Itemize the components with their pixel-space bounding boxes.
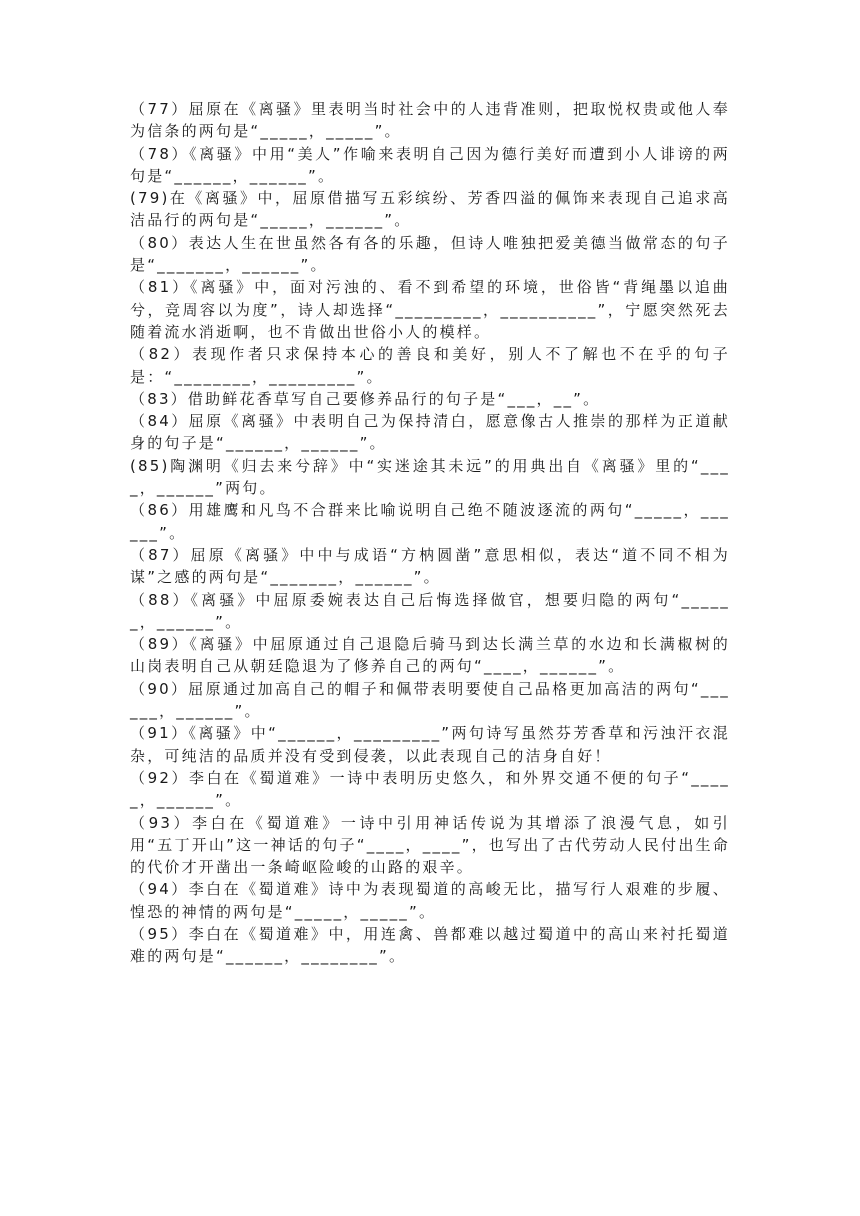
question-84: （84）屈原《离骚》中表明自己为保持清白，愿意像古人推崇的那样为正道献身的句子是“______，______”。 [130, 412, 730, 453]
question-81: （81）《离骚》中，面对污浊的、看不到希望的环境，世俗皆“背绳墨以追曲兮，竞周容以为度”，诗人却选择“_________，__________”，宁愿突然死去随着流水消逝啊，也不肯做出世俗小人的模样。 [130, 278, 730, 341]
question-88: （88）《离骚》中屈原委婉表达自己后悔选择做官，想要归隐的两句“______，______”。 [130, 590, 730, 631]
question-82: （82）表现作者只求保持本心的善良和美好，别人不了解也不在乎的句子是：“________，_________”。 [130, 345, 730, 386]
question-90: （90）屈原通过加高自己的帽子和佩带表明要使自己品格更加高洁的两句“______，______”。 [130, 679, 730, 721]
question-78: （78）《离骚》中用“美人”作喻来表明自己因为德行美好而遭到小人诽谤的两句是“______，______”。 [130, 144, 730, 185]
question-92: （92）李白在《蜀道难》一诗中表明历史悠久，和外界交通不便的句子“_____，______”。 [130, 768, 730, 810]
question-87: （87）屈原《离骚》中中与成语“方枘圆凿”意思相似，表达“道不同不相为谋”之感的两句是“_______，______”。 [130, 545, 730, 587]
question-80: （80）表达人生在世虽然各有各的乐趣，但诗人唯独把爱美德当做常态的句子是“_______，______”。 [130, 233, 730, 275]
question-91: （91）《离骚》中“______，_________”两句诗写虽然芬芳香草和污浊汗衣混杂，可纯洁的品质并没有受到侵袭，以此表现自己的洁身自好！ [130, 724, 730, 765]
question-77: （77）屈原在《离骚》里表明当时社会中的人违背准则，把取悦权贵或他人奉为信条的两句是“_____，_____”。 [130, 100, 730, 141]
question-95: （95）李白在《蜀道难》中，用连禽、兽都难以越过蜀道中的高山来衬托蜀道难的两句是“______，________”。 [130, 924, 730, 966]
question-83: （83）借助鲜花香草写自己要修养品行的句子是“___，__”。 [130, 389, 601, 408]
question-79: (79)在《离骚》中，屈原借描写五彩缤纷、芳香四溢的佩饰来表现自己追求高洁品行的两句是“_____，______”。 [130, 189, 730, 230]
question-94: （94）李白在《蜀道难》诗中为表现蜀道的高峻无比，描写行人艰难的步履、惶恐的神情的两句是“_____，_____”。 [130, 880, 730, 921]
question-86: （86）用雄鹰和凡鸟不合群来比喻说明自己绝不随波逐流的两句“_____，______”。 [130, 501, 730, 542]
question-85: (85)陶渊明《归去来兮辞》中“实迷途其未远”的用典出自《离骚》里的“____，______”两句。 [130, 456, 730, 498]
document-body [130, 98, 730, 968]
question-89: （89）《离骚》中屈原通过自己退隐后骑马到达长满兰草的水边和长满椒树的山岗表明自己从朝廷隐退为了修养自己的两句“____，______”。 [130, 635, 730, 676]
question-93: （93）李白在《蜀道难》一诗中引用神话传说为其增添了浪漫气息，如引用“五丁开山”这一神话的句子“____，____”，也写出了古代劳动人民付出生命的代价才开凿出一条崎岖险峻的山路的艰辛。 [130, 813, 730, 877]
